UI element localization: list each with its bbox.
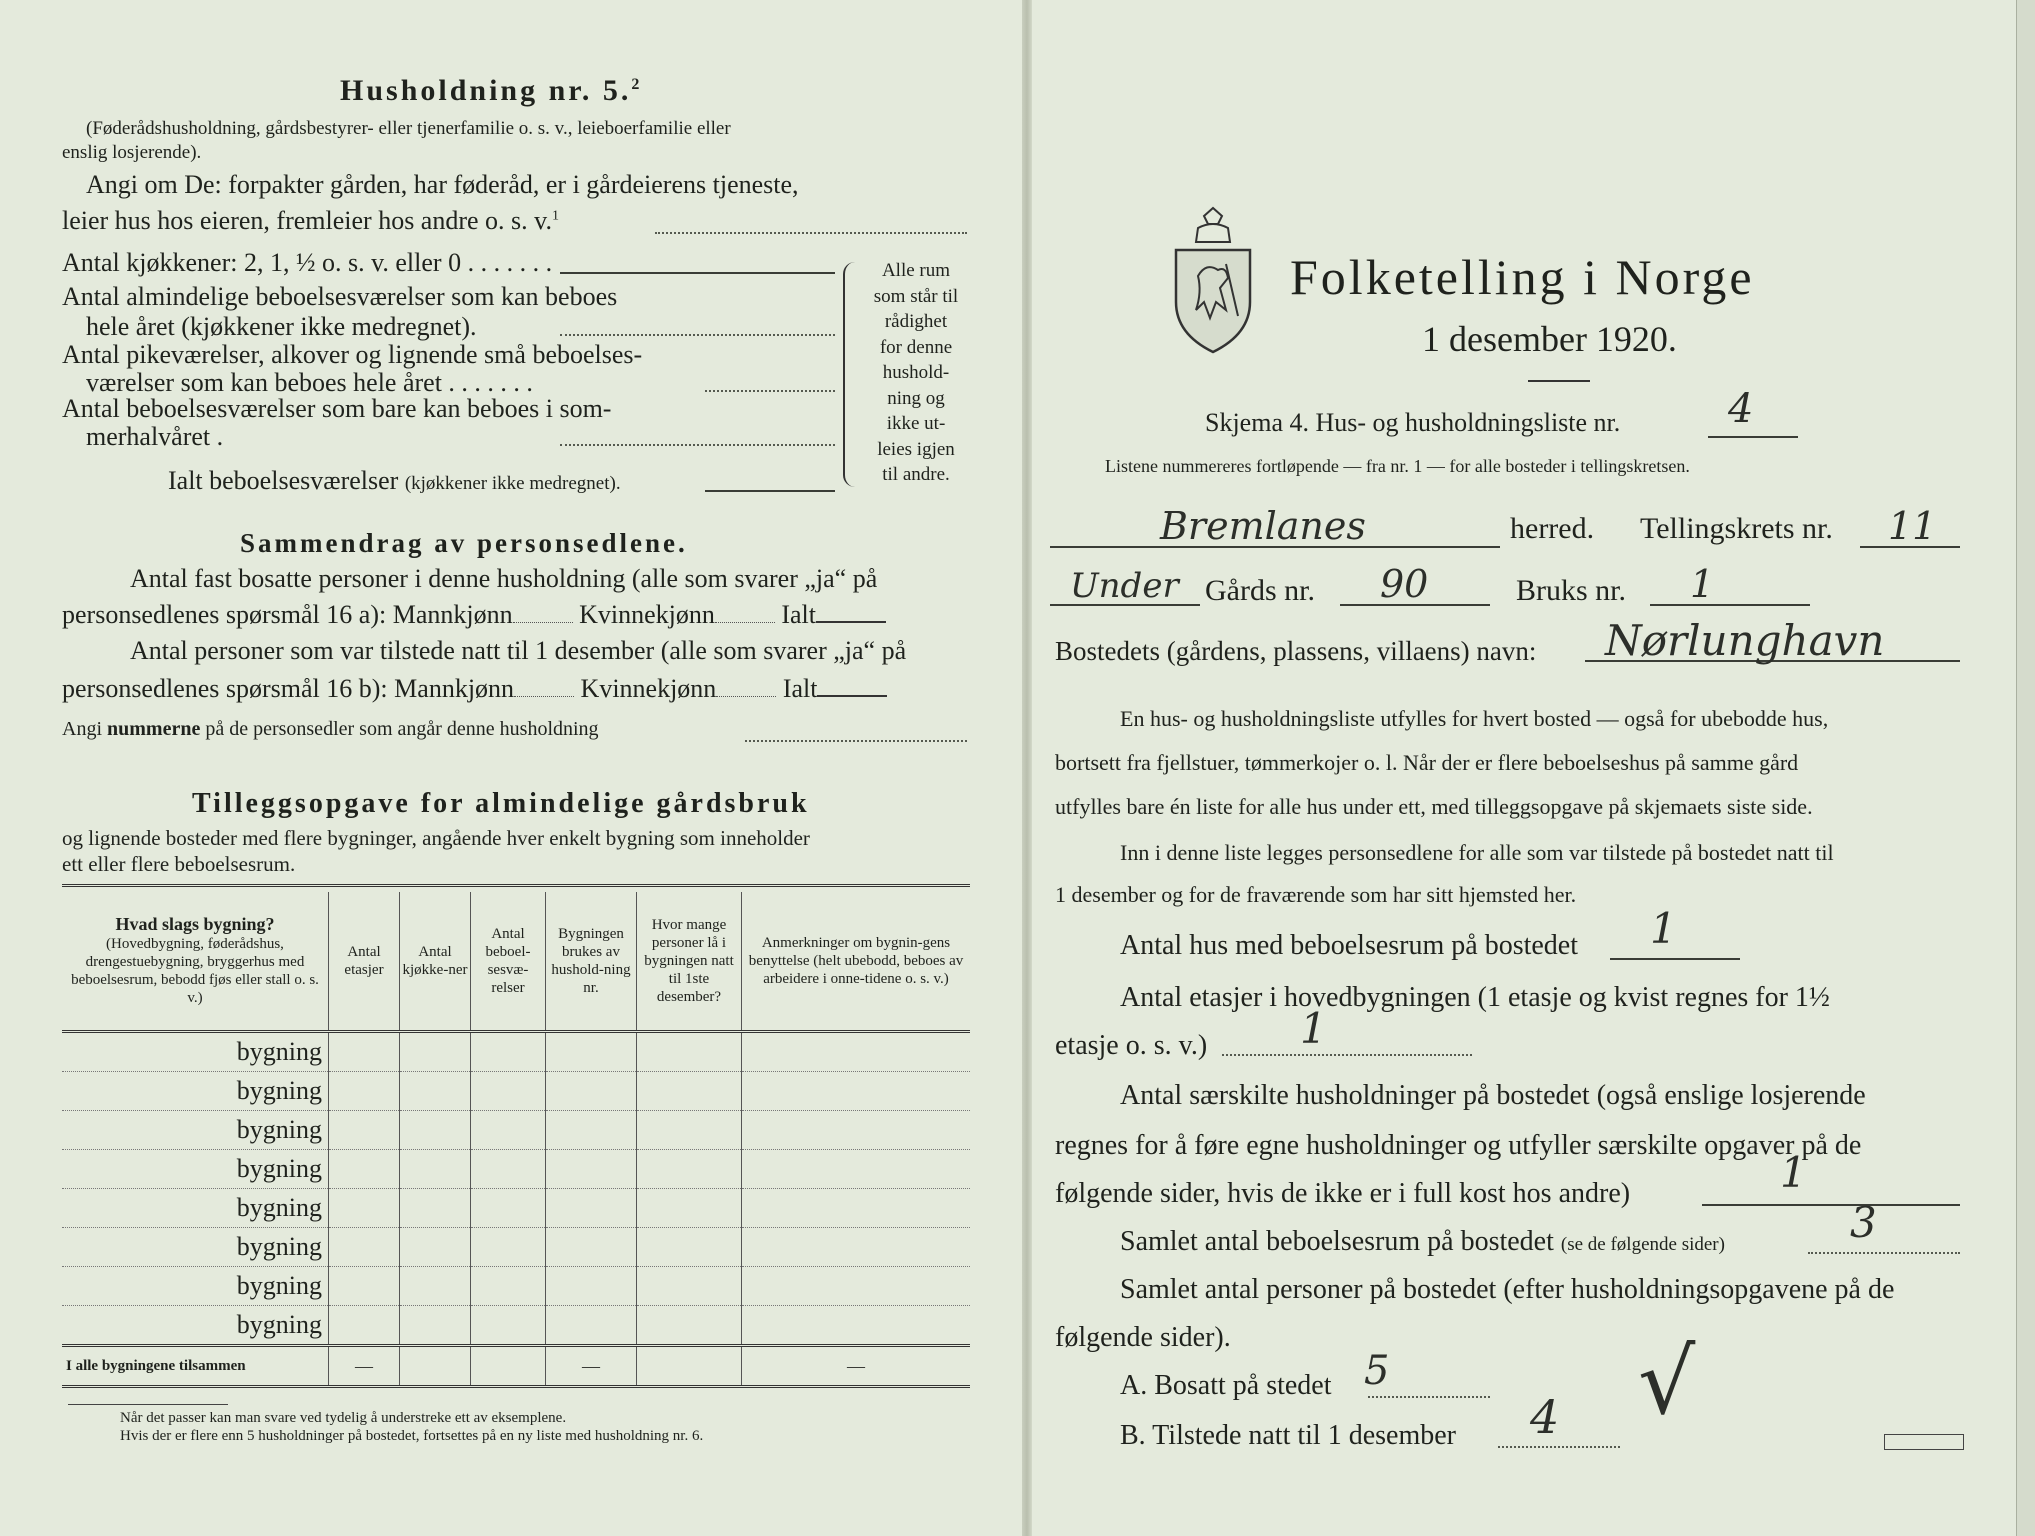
footnote-1: Når det passer kan man svare ved tydelig å understreke ett av eksemplene. — [120, 1410, 567, 1426]
angi-line-1: Angi om De: forpakter gården, har føderåd, er i gårdeierens tjeneste, — [86, 170, 799, 199]
etasjer-line-1: Antal etasjer i hovedbygningen (1 etasje og kvist regnes for 1½ — [1120, 982, 1830, 1013]
table-row: bygning — [62, 1189, 970, 1228]
brace-line: Alle rum — [881, 260, 951, 281]
herred-value: Bremlanes — [1160, 504, 1366, 548]
angi-line-2: leier hus hos eieren, fremleier hos andre o. s. v.$^1$ — [62, 206, 559, 235]
alm-line — [560, 334, 835, 336]
skjema-nr-value: 4 — [1728, 386, 1754, 432]
ialt-line — [705, 490, 835, 492]
bosatt-value: 5 — [1364, 1348, 1390, 1394]
title-rule — [1528, 380, 1590, 382]
instr-2b: 1 desember og for de fraværende som har sitt hjemsted her. — [1055, 882, 1577, 907]
samlet-pers-line-1: Samlet antal personer på bostedet (efter husholdningsopgavene på de — [1120, 1274, 1895, 1305]
norway-coat-of-arms-icon — [1168, 206, 1258, 354]
table-top-rule — [62, 884, 970, 887]
col-kjokkener: Antal kjøkke-ner — [400, 892, 471, 1032]
herred-label: herred. — [1510, 512, 1595, 545]
bruks-label: Bruks nr. — [1516, 574, 1627, 607]
alm-label-2: hele året (kjøkkener ikke medregnet). — [86, 312, 477, 341]
table-row: bygning — [62, 1306, 970, 1346]
etasjer-value: 1 — [1300, 1004, 1327, 1053]
col-husholdning-nr: Bygningen brukes av hushold-ning nr. — [546, 892, 637, 1032]
brace-line: til andre. — [882, 464, 950, 485]
instr-1a: En hus- og husholdningsliste utfylles for hvert bosted — også for ubebodde hus, — [1120, 706, 1829, 731]
som-label-1: Antal beboelsesværelser som bare kan beboes i som- — [62, 394, 612, 423]
household-note-1: (Føderådshusholdning, gårdsbestyrer- eller tjenerfamilie o. s. v., leieboerfamilie eller — [86, 118, 731, 139]
table-row: bygning — [62, 1111, 970, 1150]
bosatt-line — [1368, 1396, 1490, 1398]
brace-line: rådighet — [884, 311, 948, 332]
instr-1b: bortsett fra fjellstuer, tømmerkojer o. l. Når der er flere beboelseshus på samme gård — [1055, 750, 1799, 775]
angi-answer-line — [655, 232, 967, 234]
under-value: Under — [1070, 566, 1179, 606]
footnote-2: Hvis der er flere enn 5 husholdninger på bostedet, fortsettes på en ny liste med husholdning nr. 6. — [120, 1428, 704, 1444]
brace-line: leies igjen — [877, 438, 955, 460]
checkmark-value: √ — [1638, 1330, 1696, 1435]
etasjer-line-2: etasje o. s. v.) — [1055, 1030, 1208, 1061]
printer-stamp — [1884, 1434, 1964, 1450]
tilstede-label: B. Tilstede natt til 1 desember — [1120, 1420, 1456, 1451]
tellingskrets-label: Tellingskrets nr. — [1640, 512, 1833, 545]
hus-label: Antal hus med beboelsesrum på bostedet — [1120, 930, 1579, 961]
building-table — [62, 892, 970, 1388]
total-row: I alle bygningene tilsammen — — — — [62, 1346, 970, 1387]
ialt-label: Ialt beboelsesværelser (kjøkkener ikke medregnet). — [168, 466, 621, 495]
instr-2a: Inn i denne liste legges personsedlene for alle som var tilstede på bostedet natt til — [1120, 840, 1834, 865]
til-line-2: personsedlenes spørsmål 16 b): Mannkjønn Kvinnekjønn Ialt — [62, 674, 887, 704]
saer-line-2: regnes for å føre egne husholdninger og utfyller særskilte opgaver på de — [1055, 1130, 1862, 1161]
samlet-rum-label: Samlet antal beboelsesrum på bostedet (se de følgende sider) — [1120, 1226, 1725, 1257]
brace-line: som står til — [873, 285, 959, 307]
bosted-label: Bostedets (gårdens, plassens, villaens) navn: — [1055, 636, 1537, 666]
nummer-line: Angi nummerne på de personsedler som angår denne husholdning — [62, 718, 599, 740]
table-row: bygning — [62, 1228, 970, 1267]
table-row: bygning — [62, 1150, 970, 1189]
pike-label-2: værelser som kan beboes hele året . . . . . . . — [86, 368, 533, 397]
col-anmerkninger: Anmerkninger om bygnin-gens benyttelse (helt ubebodd, beboes av arbeidere i onne-tidene o. s. v.) — [742, 892, 971, 1032]
bruks-line — [1650, 604, 1810, 606]
bruks-value: 1 — [1690, 562, 1715, 606]
form-title: Folketelling i Norge — [1290, 249, 1755, 305]
hus-value: 1 — [1650, 904, 1677, 953]
skjema-nr-line — [1708, 436, 1798, 438]
fast-line-2: personsedlenes spørsmål 16 a): Mannkjønn Kvinnekjønn Ialt — [62, 600, 886, 630]
brace-line: ning og — [887, 387, 945, 409]
listene-note: Listene nummereres fortløpende — fra nr. 1 — for alle bosteder i tellingskretsen. — [1105, 456, 1690, 476]
fast-line-1: Antal fast bosatte personer i denne husholdning (alle som svarer „ja“ på — [130, 564, 878, 593]
supplement-line-1: og lignende bosteder med flere bygninger, angående hver enkelt bygning som inneholder — [62, 826, 810, 850]
table-row: bygning — [62, 1032, 970, 1072]
supplement-title: Tilleggsopgave for almindelige gårdsbruk — [192, 788, 810, 819]
etasjer-answer-line — [1222, 1054, 1472, 1056]
samlet-rum-value: 3 — [1850, 1198, 1877, 1247]
table-row: bygning — [62, 1072, 970, 1111]
til-line-1: Antal personer som var tilstede natt til 1 desember (alle som svarer „ja“ på — [130, 636, 907, 665]
household-note-2: enslig losjerende). — [62, 142, 202, 163]
page-edge — [2016, 0, 2035, 1536]
pike-line — [705, 390, 835, 392]
kjokkener-label: Antal kjøkkener: 2, 1, ½ o. s. v. eller 0 . . . . . . . — [62, 248, 553, 277]
saer-value: 1 — [1780, 1148, 1807, 1197]
alm-label-1: Antal almindelige beboelsesværelser som kan beboes — [62, 282, 618, 311]
col-beboelsesvaerelser: Antal beboel-sesvæ-relser — [471, 892, 546, 1032]
som-label-2: merhalvåret . — [86, 422, 224, 451]
kjokkener-line — [560, 272, 835, 274]
som-line — [560, 444, 835, 446]
gards-label: Gårds nr. — [1205, 574, 1315, 607]
gards-value: 90 — [1380, 562, 1429, 606]
pike-label-1: Antal pikeværelser, alkover og lignende små beboelses- — [62, 340, 643, 369]
col-etasjer: Antal etasjer — [329, 892, 400, 1032]
form-date: 1 desember 1920. — [1422, 319, 1677, 359]
col-personer: Hvor mange personer lå i bygningen natt til 1ste desember? — [637, 892, 742, 1032]
tilstede-line — [1498, 1446, 1620, 1448]
samlet-pers-line-2: følgende sider). — [1055, 1322, 1231, 1353]
nummer-answer-line — [745, 740, 967, 742]
table-row: bygning — [62, 1267, 970, 1306]
brace-note — [860, 258, 972, 488]
saer-line-3: følgende sider, hvis de ikke er i full kost hos andre) — [1055, 1178, 1631, 1209]
hus-line — [1610, 958, 1740, 960]
col-building-type: Hvad slags bygning? (Hovedbygning, føderådshus, drengestuebygning, bryggerhus med beboelsesrum, bebodd fjøs eller stall o. s. v.) — [62, 892, 329, 1032]
page-fold — [1022, 0, 1032, 1536]
footnote-rule — [68, 1404, 228, 1405]
bosatt-label: A. Bosatt på stedet — [1120, 1370, 1332, 1401]
brace-line: ikke ut- — [886, 413, 946, 434]
tilstede-value: 4 — [1530, 1390, 1560, 1444]
skjema-line: Skjema 4. Hus- og husholdningsliste nr. — [1205, 408, 1621, 437]
household-title: Husholdning nr. 5.$^2$ — [340, 74, 640, 107]
samlet-rum-line — [1808, 1252, 1960, 1254]
tellingskrets-value: 11 — [1888, 504, 1937, 548]
bosted-value: Nørlunghavn — [1605, 616, 1885, 665]
summary-title: Sammendrag av personsedlene. — [240, 528, 688, 558]
saer-answer-line — [1702, 1204, 1960, 1206]
brace-line: hushold- — [882, 362, 950, 383]
supplement-line-2: ett eller flere beboelsesrum. — [62, 852, 296, 876]
instr-1c: utfylles bare én liste for alle hus under ett, med tilleggsopgave på skjemaets siste side. — [1055, 794, 1813, 819]
saer-line-1: Antal særskilte husholdninger på bostedet (også enslige losjerende — [1120, 1080, 1866, 1111]
brace-line: for denne — [879, 336, 953, 358]
